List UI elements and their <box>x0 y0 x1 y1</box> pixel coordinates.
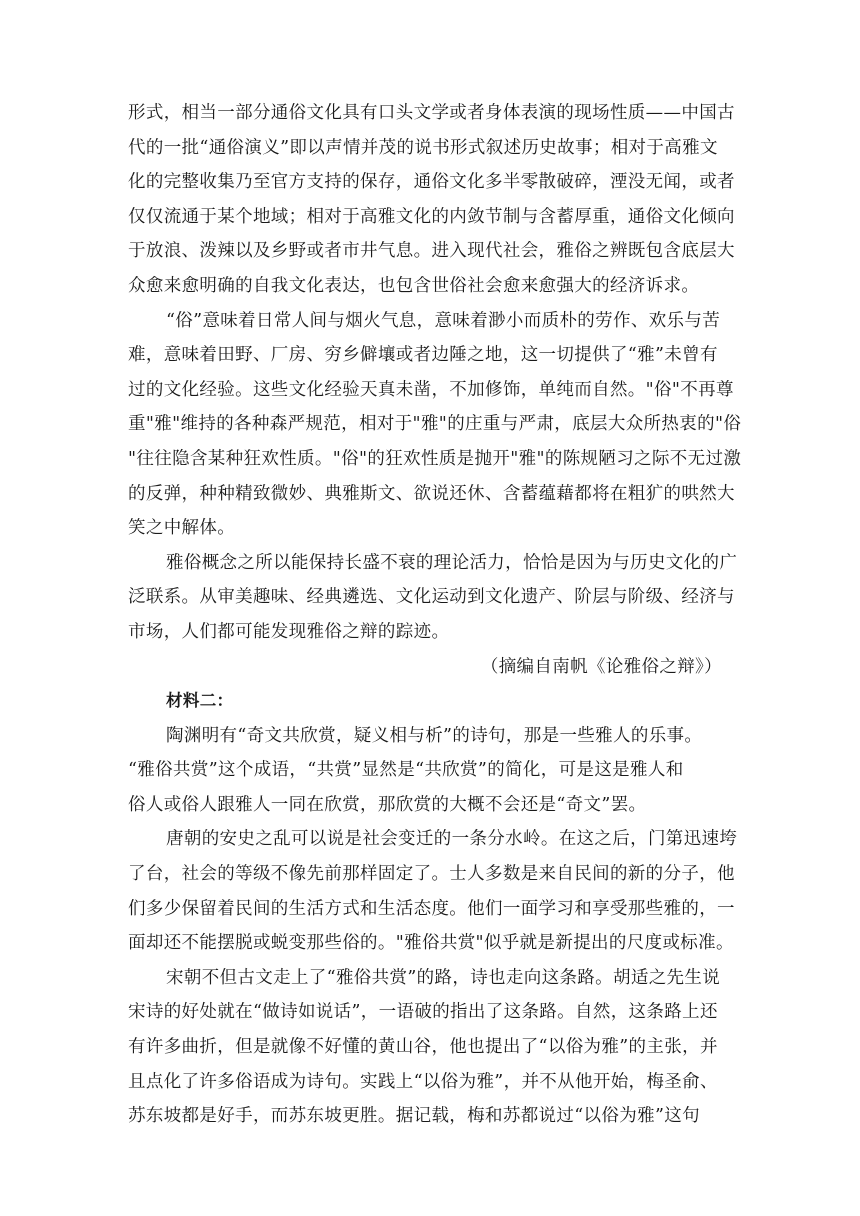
text-line: 重"雅"维持的各种森严规范，相对于"雅"的庄重与严肃，底层大众所热衷的"俗 <box>128 414 742 435</box>
text-line: 代的一批“通俗演义”即以声情并茂的说书形式叙述历史故事；相对于高雅文 <box>128 137 718 158</box>
text-line: 宋诗的好处就在“做诗如说话”，一语破的指出了这条路。自然，这条路上还 <box>128 1002 718 1023</box>
text-line: 唐朝的安史之乱可以说是社会变迁的一条分水岭。在这之后，门第迅速垮 <box>166 829 738 850</box>
source-citation: （摘编自南帆《论雅俗之辩》） <box>480 656 722 677</box>
text-line: 笑之中解体。 <box>128 518 236 539</box>
paragraph-2 <box>128 304 742 546</box>
text-line: 有许多曲折，但是就像不好懂的黄山谷，他也提出了“以俗为雅”的主张，并 <box>128 1037 718 1058</box>
text-line: 们多少保留着民间的生活方式和生活态度。他们一面学习和享受那些雅的，一 <box>128 898 735 919</box>
text-line: 的反弹，种种精致微妙、典雅斯文、欲说还休、含蓄蕴藉都将在粗犷的哄然大 <box>128 483 735 504</box>
text-line: 过的文化经验。这些文化经验天真未凿，不加修饰，单纯而自然。"俗"不再尊 <box>128 379 734 400</box>
text-line: 苏东坡都是好手，而苏东坡更胜。据记载，梅和苏都说过“以俗为雅”这句 <box>128 1106 700 1127</box>
text-line: 化的完整收集乃至官方支持的保存，通俗文化多半零散破碎，湮没无闻，或者 <box>128 172 735 193</box>
paragraph-1 <box>128 96 735 304</box>
text-line: 了台，社会的等级不像先前那样固定了。士人多数是来自民间的新的分子，他 <box>128 864 735 885</box>
text-line: 泛联系。从审美趣味、经典遴选、文化运动到文化遗产、阶层与阶级、经济与 <box>128 587 735 608</box>
text-line: 仅仅流通于某个地域；相对于高雅文化的内敛节制与含蓄厚重，通俗文化倾向 <box>128 206 735 227</box>
text-line: 雅俗概念之所以能保持长盛不衰的理论活力，恰恰是因为与历史文化的广 <box>166 552 738 573</box>
text-line: 陶渊明有“奇文共欣赏，疑义相与析”的诗句，那是一些雅人的乐事。 <box>166 725 703 746</box>
text-line: 市场，人们都可能发现雅俗之辩的踪迹。 <box>128 621 450 642</box>
text-line: 宋朝不但古文走上了“雅俗共赏”的路，诗也走向这条路。胡适之先生说 <box>166 967 721 988</box>
text-line: “雅俗共赏”这个成语，“共赏”显然是“共欣赏”的简化，可是这是雅人和 <box>128 760 684 781</box>
text-line: 形式，相当一部分通俗文化具有口头文学或者身体表演的现场性质——中国古 <box>128 103 735 123</box>
text-line: 面却还不能摆脱或蜕变那些俗的。"雅俗共赏"似乎就是新提出的尺度或标准。 <box>128 933 734 954</box>
text-line: 于放浪、泼辣以及乡野或者市井气息。进入现代社会，雅俗之辨既包含底层大 <box>128 241 735 262</box>
paragraph-6 <box>128 961 732 1134</box>
text-line: "往往隐含某种狂欢性质。"俗"的狂欢性质是抛开"雅"的陈规陋习之际不无过激 <box>128 448 742 469</box>
paragraph-3 <box>128 546 738 650</box>
document-page <box>128 96 742 1134</box>
text-line: 且点化了许多俗语成为诗句。实践上“以俗为雅”，并不从他开始，梅圣俞、 <box>128 1071 718 1092</box>
text-line: 众愈来愈明确的自我文化表达，也包含世俗社会愈来愈强大的经济诉求。 <box>128 275 700 296</box>
text-line: 俗人或俗人跟雅人一同在欣赏，那欣赏的大概不会还是“奇文”罢。 <box>128 794 647 815</box>
paragraph-5 <box>128 822 738 960</box>
material-2-heading: 材料二： <box>166 691 234 711</box>
text-line: 难，意味着田野、厂房、穷乡僻壤或者边陲之地，这一切提供了“雅”未曾有 <box>128 345 718 366</box>
text-line: “俗”意味着日常人间与烟火气息，意味着渺小而质朴的劳作、欢乐与苦 <box>166 310 721 331</box>
paragraph-4 <box>128 719 732 823</box>
